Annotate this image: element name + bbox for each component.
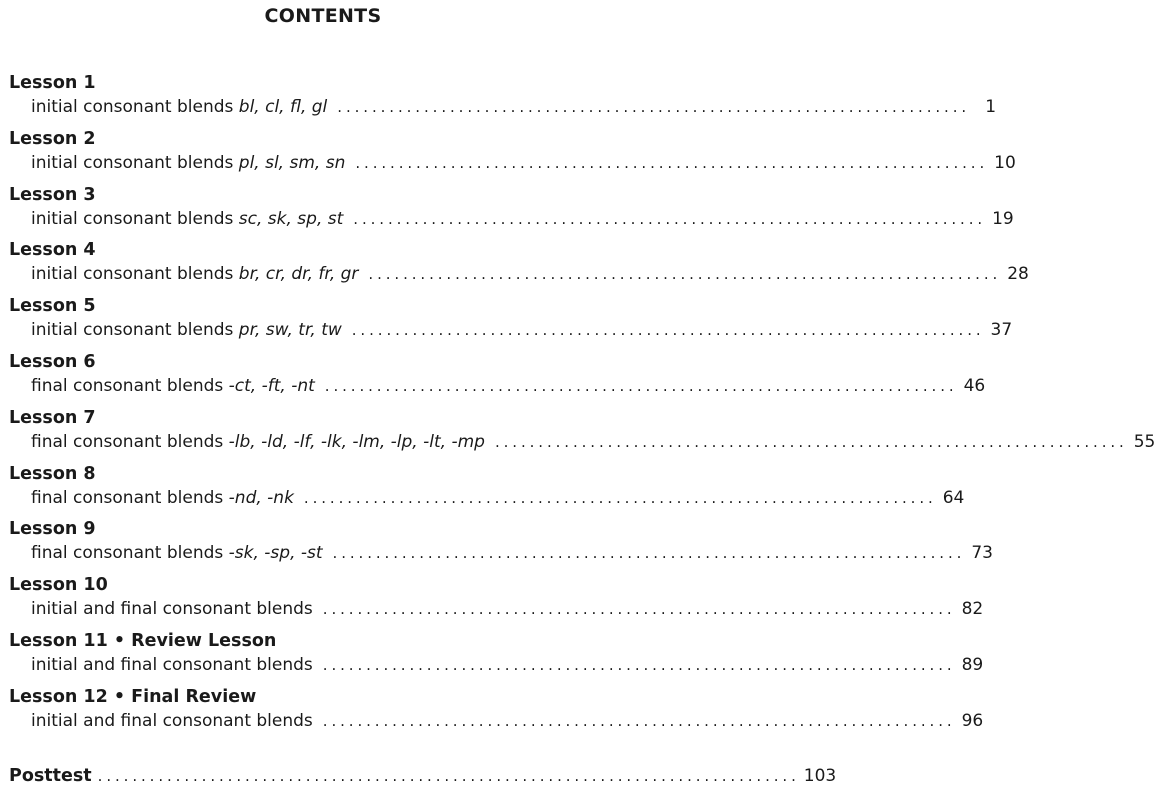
lesson-description-row	[9, 486, 965, 510]
lesson-description-row	[9, 95, 997, 119]
lesson-description-row	[9, 318, 1013, 342]
blend-list: bl, cl, fl, gl	[238, 97, 328, 117]
toc-entry	[9, 238, 1029, 294]
dot-leader: .........................................................................	[368, 265, 1002, 284]
blend-list: pl, sl, sm, sn	[238, 152, 346, 173]
page-number: 64	[942, 487, 965, 508]
toc-entry	[9, 183, 1014, 239]
page-number: 103	[803, 766, 837, 786]
page-number: 89	[961, 654, 984, 675]
lesson-description: final consonant blends -nd, -nk	[31, 487, 294, 508]
page-number: 19	[992, 208, 1014, 229]
lesson-description: initial consonant blends pl, sl, sm, sn	[31, 152, 346, 173]
lesson-heading: Lesson 12 • Final Review	[9, 686, 257, 707]
lesson-heading: Lesson 3	[9, 184, 96, 205]
lesson-heading: Lesson 6	[9, 351, 96, 372]
blend-list: -nd, -nk	[228, 487, 294, 508]
lesson-description: initial and final consonant blends	[31, 710, 313, 731]
lesson-description: initial and final consonant blends	[31, 599, 313, 620]
lesson-description: final consonant blends -lb, -ld, -lf, -lk, -lm, -lp, -lt, -mp	[31, 431, 485, 452]
lesson-description-row	[9, 151, 1016, 175]
lesson-heading: Lesson 11 • Review Lesson	[9, 630, 277, 651]
toc-entry	[9, 517, 993, 573]
lesson-description: final consonant blends -sk, -sp, -st	[31, 543, 323, 564]
dot-leader: .........................................................................	[324, 376, 958, 395]
toc-entry	[9, 685, 984, 741]
toc-entry	[9, 127, 1016, 183]
dot-leader: .........................................................................	[494, 432, 1128, 451]
page-number: 37	[990, 320, 1013, 341]
lesson-heading: Lesson 10	[9, 575, 108, 596]
dot-leader: .........................................................................	[351, 321, 985, 340]
lesson-description-row	[9, 597, 984, 621]
lesson-heading: Lesson 4	[9, 240, 96, 261]
lesson-description-row	[9, 541, 993, 565]
posttest-entry	[9, 764, 837, 788]
page-number: 73	[971, 543, 993, 564]
toc-entry	[9, 71, 997, 127]
page-number: 55	[1133, 431, 1155, 452]
blend-list: sc, sk, sp, st	[238, 208, 344, 229]
toc-entry	[9, 629, 984, 685]
dot-leader: .........................................................................	[355, 153, 989, 172]
page-number: 82	[961, 599, 984, 620]
lesson-description: final consonant blends -ct, -ft, -nt	[31, 375, 315, 396]
lesson-description-row	[9, 374, 986, 398]
dot-leader: .........................................................................	[303, 488, 937, 507]
lesson-description: initial consonant blends br, cr, dr, fr, gr	[31, 264, 359, 285]
lesson-description: initial and final consonant blends	[31, 654, 313, 675]
lesson-description: initial consonant blends sc, sk, sp, st	[31, 208, 344, 229]
lesson-description-row	[9, 653, 984, 677]
lesson-heading: Lesson 9	[9, 519, 96, 540]
lesson-description: initial consonant blends pr, sw, tr, tw	[31, 320, 342, 341]
dot-leader: .........................................................................	[332, 544, 966, 563]
lesson-description-row	[9, 709, 984, 733]
page-number: 10	[994, 152, 1016, 173]
lesson-heading: Lesson 5	[9, 296, 96, 317]
lesson-description: initial consonant blends bl, cl, fl, gl	[31, 97, 328, 117]
posttest-label: Posttest	[9, 766, 92, 786]
blend-list: -ct, -ft, -nt	[228, 375, 315, 396]
lesson-heading: Lesson 8	[9, 463, 96, 484]
dot-leader: .........................................................................	[353, 209, 987, 228]
table-of-contents	[9, 71, 1155, 741]
blend-list: -lb, -ld, -lf, -lk, -lm, -lp, -lt, -mp	[228, 431, 485, 452]
lesson-description-row	[9, 207, 1014, 231]
dot-leader: .........................................................................	[322, 711, 956, 730]
page-title: CONTENTS	[264, 5, 382, 27]
lesson-description-row	[9, 430, 1155, 454]
toc-entry	[9, 462, 965, 518]
dot-leader: .........................................................................	[322, 655, 956, 674]
dot-leader: .................................................................................	[97, 767, 800, 785]
dot-leader: .........................................................................	[322, 600, 956, 619]
lesson-description-row	[9, 262, 1029, 286]
page-number: 28	[1007, 264, 1029, 285]
lesson-heading: Lesson 1	[9, 73, 96, 93]
toc-entry	[9, 294, 1013, 350]
dot-leader: .........................................................................	[337, 98, 971, 116]
lesson-heading: Lesson 7	[9, 407, 96, 428]
page-number: 96	[961, 710, 984, 731]
toc-entry	[9, 406, 1155, 462]
blend-list: pr, sw, tr, tw	[238, 320, 342, 341]
toc-entry	[9, 350, 986, 406]
lesson-heading: Lesson 2	[9, 128, 96, 149]
toc-entry	[9, 573, 984, 629]
blend-list: -sk, -sp, -st	[228, 543, 323, 564]
page-number: 1	[985, 97, 997, 117]
blend-list: br, cr, dr, fr, gr	[238, 264, 359, 285]
page-number: 46	[963, 375, 986, 396]
